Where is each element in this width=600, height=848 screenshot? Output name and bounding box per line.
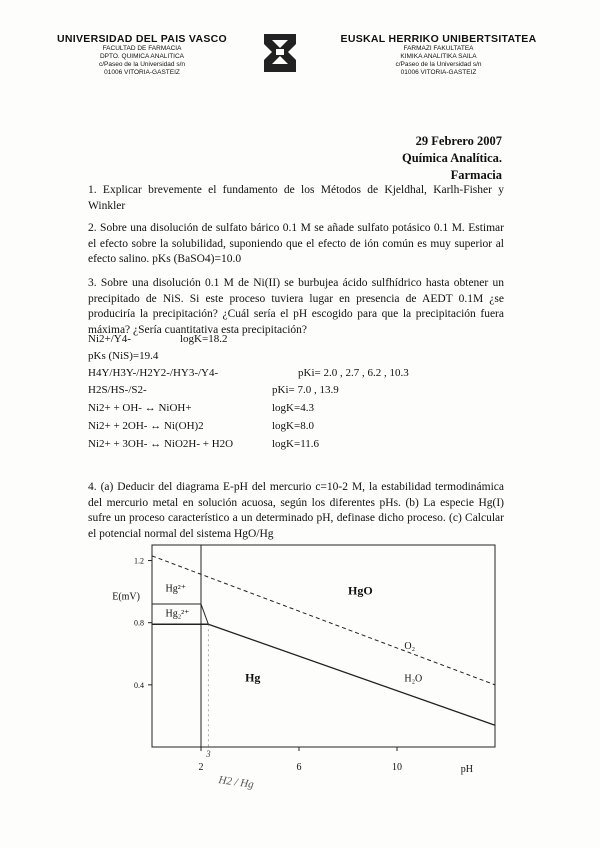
data-row-left: H4Y/H3Y-/H2Y2-/HY3-/Y4-	[88, 367, 219, 379]
data-row-left: Ni2+ + 2OH- ↔ Ni(OH)2	[88, 420, 204, 432]
data-row-left: pKs (NiS)=19.4	[88, 350, 159, 362]
header-right-line: 01006 VITORIA-GASTEIZ	[400, 69, 477, 76]
e-ph-diagram	[100, 535, 520, 825]
water-label-h2o: H₂O	[404, 673, 423, 685]
header-left-line: 01006 VITORIA-GASTEIZ	[104, 69, 180, 76]
university-name-eu: EUSKAL HERRIKO UNIBERTSITATEA	[340, 33, 537, 45]
header-left-line: FACULTAD DE FARMACIA	[102, 45, 182, 52]
region-label-hg: Hg	[245, 670, 261, 685]
data-row-left: Ni2+ + OH- ↔ NiOH+	[88, 402, 192, 414]
question-1: 1. Explicar brevemente el fundamento de los Métodos de Kjeldhal, Karlh-Fisher y Winkler	[88, 184, 504, 212]
data-row-right: pKi= 2.0 , 2.7 , 6.2 , 10.3	[298, 367, 409, 379]
x-tick-label: 6	[296, 762, 302, 773]
data-row-right: pKi= 7.0 , 13.9	[272, 384, 339, 396]
data-row-right: logK=11.6	[272, 438, 320, 450]
data-row-left: H2S/HS-/S2-	[88, 384, 147, 396]
handwritten-tick-label: 3	[206, 749, 211, 759]
question-4: 4. (a) Deducir del diagrama E-pH del mercurio c=10-2 M, la estabilidad termodinámica del mercurio metal en solución acuosa, según los diferentes pHs. (b) La especie Hg(I) sufre un proceso característico a un determinado pH, definase dicho proceso. (c) Calcular el potencial normal del sistema HgO/Hg	[88, 481, 504, 540]
question-2: 2. Sobre una disolución de sulfato bárico 0.1 M se añade sulfato potásico 0.1 M. Estimar el efecto sobre la solubilidad, suponiendo que el efecto de ión común es muy superior al efecto salino. pKs (BaSO4)=10.0	[88, 222, 504, 265]
x-tick-label: 2	[198, 762, 204, 773]
plot-frame	[152, 545, 495, 747]
water-label-o2: O₂	[404, 641, 416, 653]
y-tick-label: 0.4	[134, 680, 144, 690]
y-tick-label: 1.2	[134, 556, 144, 566]
data-row-left: Ni2+ + 3OH- ↔ NiO2H- + H2O	[88, 438, 234, 450]
data-row-right: logK=4.3	[272, 402, 314, 414]
region-label-hg22+: Hg₂²⁺	[165, 608, 190, 620]
data-row-left: Ni2+/Y4-	[88, 333, 131, 345]
boundary-hg22-hgo	[201, 604, 208, 624]
region-label-hg2+: Hg²⁺	[165, 583, 186, 595]
header-left	[52, 33, 232, 77]
exam-date: 29 Febrero 2007	[415, 134, 502, 148]
header-right-line: KIMIKA ANALITIKA SAILA	[400, 53, 477, 60]
header-left-line: c/Paseo de la Universidad s/n	[99, 61, 185, 68]
data-row-right: logK=18.2	[180, 333, 228, 345]
university-logo-icon	[260, 30, 300, 76]
x-tick-label: 10	[392, 762, 402, 773]
y-axis-label: E(mV)	[112, 591, 140, 603]
region-label-hgo: HgO	[348, 583, 373, 598]
course-name: Química Analítica. Farmacia	[402, 151, 502, 182]
header-right-line: c/Paseo de la Universidad s/n	[395, 61, 482, 68]
question-3: 3. Sobre una disolución 0.1 M de Ni(II) se burbujea ácido sulfhídrico hasta obtener un precipitado de NiS. Si este proceso tuviera lugar en presencia de AEDT 0.1M ¿se produciría la precipitación? ¿Cuál sería el pH escogido para que la precipitación fuera máxima? ¿Sería cuantitativa esta precipitación?	[88, 277, 504, 336]
handwritten-note: H2 / Hg	[217, 774, 255, 791]
x-axis-label: pH	[460, 764, 473, 775]
data-row-right: logK=8.0	[272, 420, 314, 432]
header-right	[336, 33, 541, 77]
y-tick-label: 0.8	[134, 618, 144, 628]
exam-heading	[380, 133, 502, 184]
university-name-es: UNIVERSIDAD DEL PAIS VASCO	[57, 33, 227, 45]
header-left-line: DPTO. QUIMICA ANALITICA	[99, 53, 185, 60]
header-right-line: FARMAZI FAKULTATEA	[403, 45, 474, 52]
